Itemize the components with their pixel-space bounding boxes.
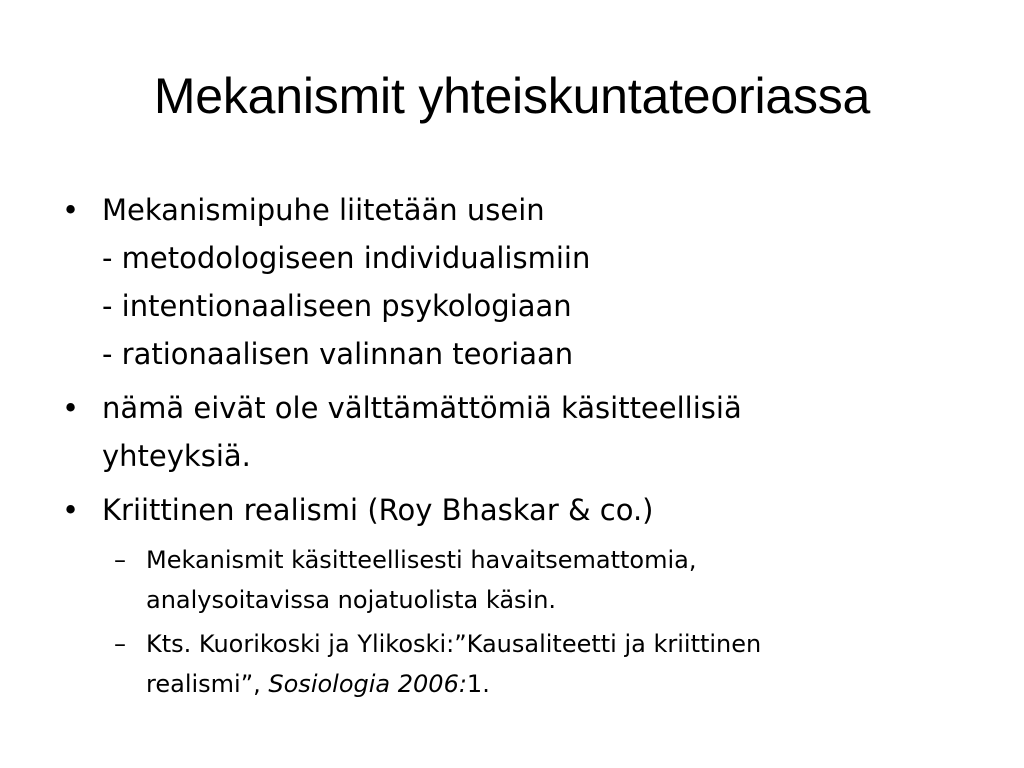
bullet-text: nämä eivät ole välttämättömiä käsitteellisiä bbox=[102, 391, 742, 425]
bullet-text: - rationaalisen valinnan teoriaan bbox=[102, 337, 574, 371]
sub-bullet-text: Kts. Kuorikoski ja Ylikoski:”Kausaliteetti ja kriittinen bbox=[146, 630, 762, 658]
reference-text: realismi”, bbox=[146, 670, 269, 698]
bullet-text: yhteyksiä. bbox=[102, 439, 251, 473]
sub-bullet-item bbox=[114, 624, 962, 704]
bullet-item bbox=[62, 384, 962, 480]
slide-title: Mekanismit yhteiskuntateoriassa bbox=[153, 68, 871, 124]
bullet-icon: • bbox=[62, 193, 80, 227]
bullet-text: Kriittinen realismi (Roy Bhaskar & co.) bbox=[102, 493, 654, 527]
bullet-text: - metodologiseen individualismiin bbox=[102, 241, 591, 275]
bullet-icon: • bbox=[62, 391, 80, 425]
dash-icon: – bbox=[114, 546, 126, 574]
bullet-item bbox=[62, 186, 962, 378]
bullet-text: Mekanismipuhe liitetään usein bbox=[102, 193, 545, 227]
sub-bullet-text: Mekanismit käsitteellisesti havaitsemattomia, bbox=[146, 546, 697, 574]
sub-bullet-text: analysoitavissa nojatuolista käsin. bbox=[146, 586, 557, 614]
bullet-item bbox=[62, 486, 962, 534]
slide-content bbox=[62, 186, 962, 708]
sub-bullet-text-mixed bbox=[146, 664, 962, 704]
bullet-icon: • bbox=[62, 493, 80, 527]
journal-name: Sosiologia 2006: bbox=[268, 670, 467, 698]
bullet-text: - intentionaaliseen psykologiaan bbox=[102, 289, 572, 323]
dash-icon: – bbox=[114, 630, 126, 658]
sub-bullet-item bbox=[114, 540, 962, 620]
issue-number: 1. bbox=[466, 670, 490, 698]
